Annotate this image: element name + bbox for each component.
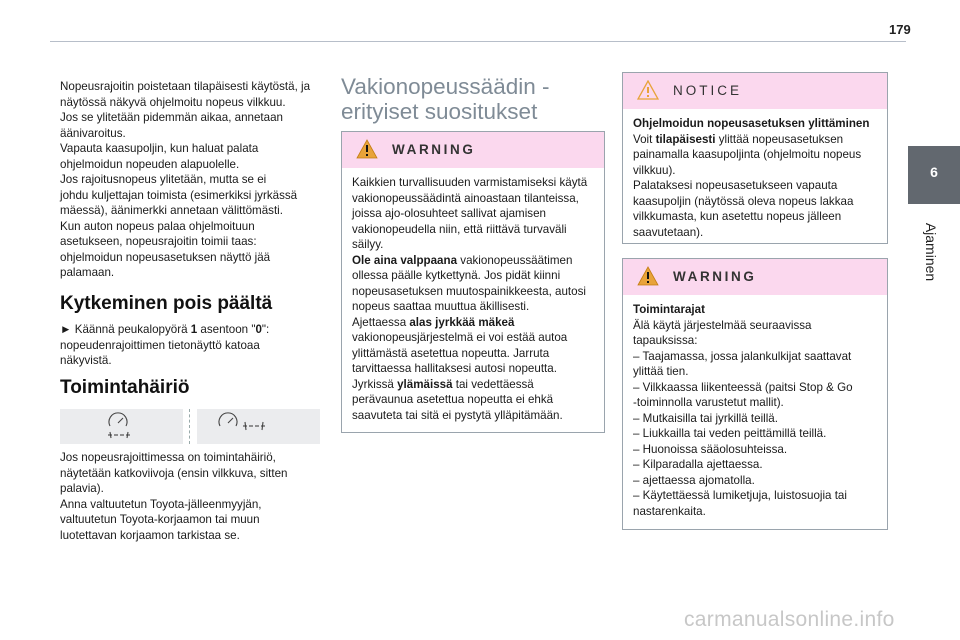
intro-text: [60, 79, 325, 281]
warning-body-2: Toimintarajat Älä käytä järjestelmää seuraavissa tapauksissa: – Taajamassa, jossa jalankulkijat saattavat ylittää tien. – Vilkkaassa liikenteessä (paitsi Stop & Go -toiminnolla varustetut mallit). – Mutkaisilla tai jyrkillä teillä. – Liukkailla tai veden peittämillä teillä. – Huonoissa sääolosuhteissa. – Kilparadalla ajettaessa. – ajettaessa ajomatolla. – Käytettäessä lumiketjuja, luistosuojia tai nastarenkaita.: [633, 303, 853, 518]
speedometer-dashes-icon: [60, 409, 183, 444]
warning-body: Kaikkien turvallisuuden varmistamiseksi käytä vakionopeussäädintä ainoastaan tilanteissa, joissa ajo-olosuhteet sallivat ajamisen vakionopeudella niin, että riittävä turvaväli säilyy. Ole aina valppaana vakionopeussäätimen ollessa päälle kytkettynä. Jos pidät kiinni nopeusasetuksen muutospainikkeesta, autosi nopeus saattaa muuttua äkillisesti. Ajettaessa alas jyrkkää mäkeä vakionopeusjärjestelmä ei voi estää autoa ylittämästä asetettua nopeutta. Jarruta tarvittaessa hallitaksesi autosi nopeutta. Jyrkissä ylämäissä tai vedettäessä perävaunua asetettua nopeutta ei ehkä saavuteta tai sitä ei pystytä ylläpitämään.: [352, 176, 588, 422]
chapter-number: 6: [930, 164, 938, 180]
warning-header: [342, 132, 604, 168]
arrow-bullet-icon: ►: [60, 323, 72, 336]
intro-line: Nopeusrajoitin poistetaan tilapäisesti käytöstä, ja: [60, 80, 311, 93]
intro-line: ohjelmoidun nopeusasetuksen näyttö jää: [60, 250, 271, 264]
notice-box-speed-exceed: [622, 72, 888, 244]
intro-line: äänivaroitus.: [60, 126, 126, 140]
notice-body: Ohjelmoidun nopeusasetuksen ylittäminen Voit tilapäisesti ylittää nopeusasetuksen painamalla kaasupoljinta (ohjelmoitu nopeus vilkkuu). Palataksesi nopeusasetukseen vapauta kaasupoljin (näytössä oleva nopeus lakkaa vilkkumasta, kun asetettu nopeus jälleen saavutetaan).: [633, 117, 870, 239]
intro-line: palamaan.: [60, 266, 115, 279]
icon-divider: [189, 409, 191, 444]
warning-title: WARNING: [392, 142, 476, 157]
intro-line: johdu kuljettajan toimista (esimerkiksi jyrkässä: [60, 188, 298, 202]
speed-limiter-fault-display: [60, 409, 183, 444]
intro-line: asetukseen, nopeusrajoitin toimii taas:: [60, 235, 257, 248]
intro-line: Vapauta kaasupoljin, kun haluat palata: [60, 142, 259, 155]
speed-limiter-fault-display-2: [197, 409, 320, 444]
chapter-label: Ajaminen: [923, 222, 939, 282]
intro-line: Kun auton nopeus palaa ohjelmoituun: [60, 219, 255, 233]
section-title: Vakionopeussäädin - erityiset suositukset: [341, 74, 550, 124]
notice-header: [623, 73, 887, 109]
intro-line: Jos rajoitusnopeus ylitetään, mutta se ei: [60, 173, 267, 186]
warning-box-cruise-control: [341, 131, 605, 433]
chapter-tab[interactable]: [908, 146, 960, 204]
intro-line: Jos se ylitetään pidemmän aikaa, annetaan: [60, 111, 283, 124]
heading-switch-off: Kytkeminen pois päältä: [60, 293, 273, 314]
watermark: carmanualsonline.info: [684, 608, 895, 631]
page-number: 179: [889, 22, 911, 37]
notice-title: NOTICE: [673, 83, 743, 98]
switch-off-text: ► Käännä peukalopyörä 1 asentoon "0": nopeudenrajoittimen tietonäyttö katoaa näkyvistä.: [60, 323, 270, 367]
intro-line: näytössä näkyvä ohjelmoitu nopeus vilkkuu.: [60, 95, 286, 109]
intro-line: ohjelmoidun nopeuden alapuolelle.: [60, 157, 240, 171]
malfunction-text: Jos nopeusrajoittimessa on toimintahäiriö, näytetään katkoviivoja (ensin vilkkuva, sitten palavia). Anna valtuutetun Toyota-jälleenmyyjän, valtuutetun Toyota-korjaamon tai muun luotettavan korjaamon tarkistaa se.: [60, 451, 288, 542]
header-divider: [50, 41, 906, 42]
warning-title-2: WARNING: [673, 269, 757, 284]
speedometer-dashes-icon: [197, 409, 320, 444]
intro-line: mäessä), äänimerkki annetaan välittömästi.: [60, 204, 283, 217]
warning-triangle-icon: [356, 139, 378, 159]
notice-triangle-icon: [637, 80, 659, 100]
warning-header-2: [623, 259, 887, 295]
heading-malfunction: Toimintahäiriö: [60, 377, 190, 398]
warning-triangle-icon: [637, 266, 659, 286]
warning-box-operating-limits: [622, 258, 888, 530]
